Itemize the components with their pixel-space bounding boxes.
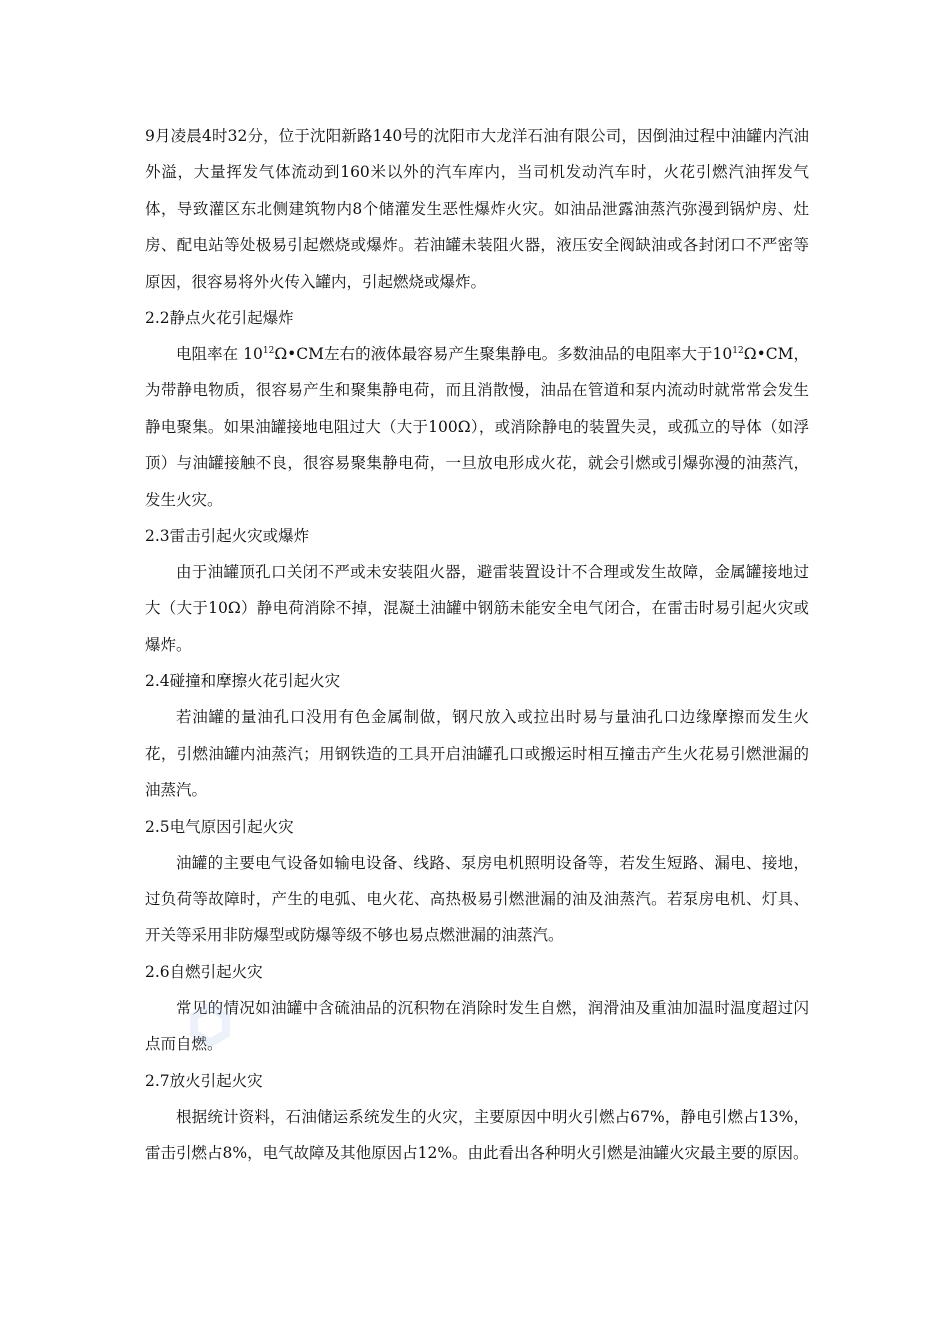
section-heading-2-3: 2.3雷击引起火灾或爆炸 xyxy=(145,527,310,546)
section-heading-2-2: 2.2静点火花引起爆炸 xyxy=(145,309,294,328)
exponent-2: 12 xyxy=(732,346,744,357)
section-heading-2-4: 2.4碰撞和摩擦火花引起火灾 xyxy=(145,672,341,691)
section-heading-2-5: 2.5电气原因引起火灾 xyxy=(145,817,294,836)
body-2-2-part1: 电阻率在 10 xyxy=(176,345,263,364)
section-heading-2-6: 2.6自燃引起火灾 xyxy=(145,962,263,981)
intro-paragraph: 9月凌晨4时32分，位于沈阳新路140号的沈阳市大龙洋石油有限公司，因倒油过程中油罐内汽油外溢，大量挥发气体流动到160米以外的汽车库内，当司机发动汽车时，火花引燃汽油挥发气体，导致灌区东北侧建筑物内8个储灌发生恶性爆炸火灾。如油品泄露油蒸汽弥漫到锅炉房、灶房、配电站等处极易引起燃烧或爆炸。若油罐未装阻火器，液压安全阀缺油或各封闭口不严密等原因，很容易将外火传入罐内，引起燃烧或爆炸。 xyxy=(145,127,809,291)
watermark-logo-icon xyxy=(188,1000,232,1050)
body-2-2-part3: Ω•CM，为带静电物质，很容易产生和聚集静电荷，而且消散慢，油品在管道和泵内流动时就常常会发生静电聚集。如果油罐接地电阻过大（大于100Ω），或消除静电的装置失灵，或孤立的导体（如浮顶）与油罐接触不良，很容易聚集静电荷，一旦放电形成火花，就会引燃或引爆弥漫的油蒸汽，发生火灾。 xyxy=(145,345,809,509)
exponent-1: 12 xyxy=(262,346,275,357)
section-body-2-7: 根据统计资料，石油储运系统发生的火灾，主要原因中明火引燃占67%，静电引燃占13%，雷击引燃占8%，电气故障及其他原因占12%。由此看出各种明火引燃是油罐火灾最主要的原因。 xyxy=(145,1107,809,1162)
section-body-2-5: 油罐的主要电气设备如输电设备、线路、泵房电机照明设备等，若发生短路、漏电、接地，过负荷等故障时，产生的电弧、电火花、高热极易引燃泄漏的油及油蒸汽。若泵房电机、灯具、开关等采用非防爆型或防爆等级不够也易点燃泄漏的油蒸汽。 xyxy=(145,853,809,945)
section-body-2-2 xyxy=(145,336,809,518)
section-body-2-6: 常见的情况如油罐中含硫油品的沉积物在消除时发生自燃，润滑油及重油加温时温度超过闪点而自燃。 xyxy=(145,998,809,1054)
section-heading-2-7: 2.7放火引起火灾 xyxy=(145,1071,263,1090)
document-page xyxy=(145,118,809,1171)
body-2-2-part2: Ω•CM左右的液体最容易产生聚集静电。多数油品的电阻率大于10 xyxy=(274,345,733,364)
section-body-2-3: 由于油罐顶孔口关闭不严或未安装阻火器，避雷装置设计不合理或发生故障，金属罐接地过大（大于10Ω）静电荷消除不掉，混凝土油罐中钢筋未能安全电气闭合，在雷击时易引起火灾或爆炸。 xyxy=(145,563,809,654)
section-body-2-4: 若油罐的量油孔口没用有色金属制做，钢尺放入或拉出时易与量油孔口边缘摩擦而发生火花，引燃油罐内油蒸汽；用钢铁造的工具开启油罐孔口或搬运时相互撞击产生火花易引燃泄漏的油蒸汽。 xyxy=(145,708,809,800)
